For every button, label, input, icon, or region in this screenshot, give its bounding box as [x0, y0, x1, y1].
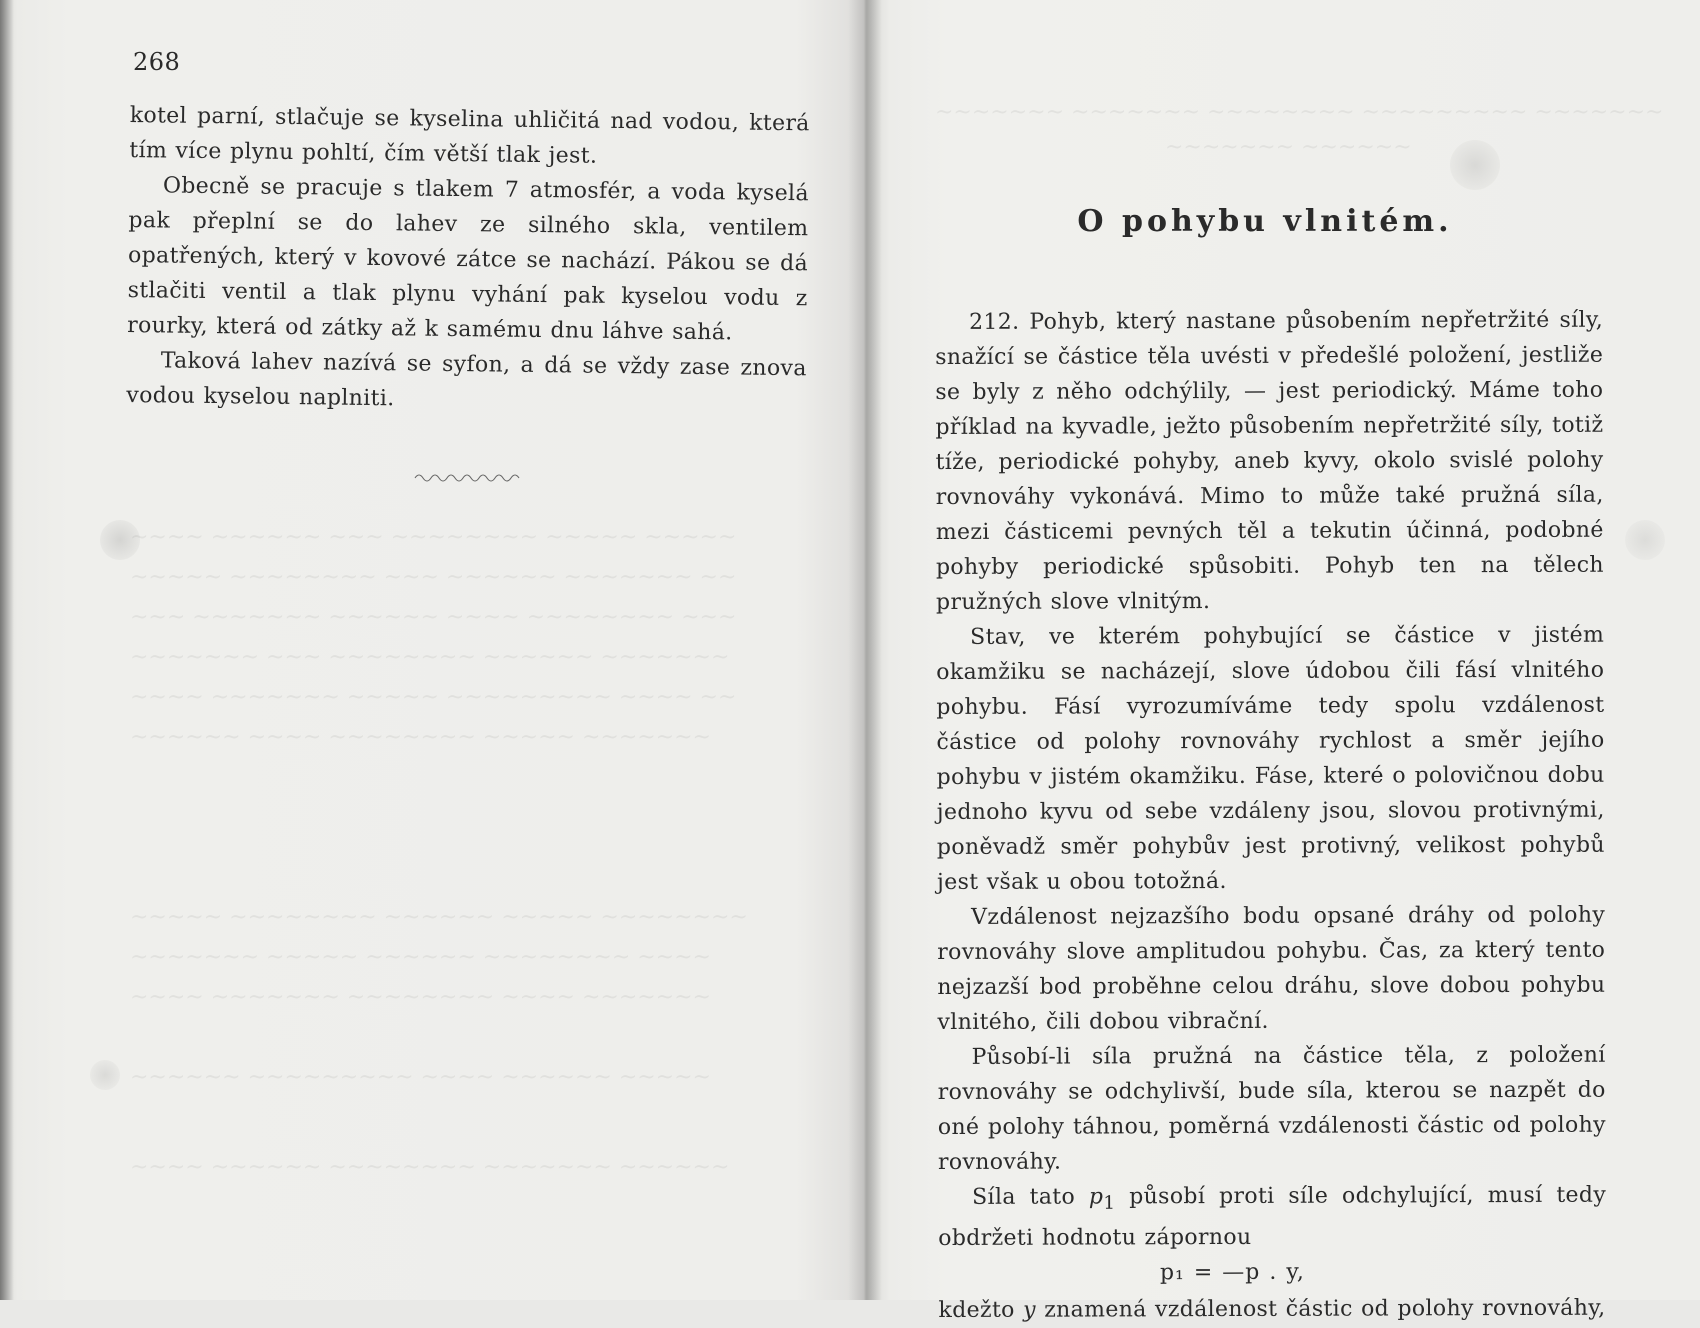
- paper-stain: [1625, 520, 1665, 560]
- bleed-through-text: ~~~~~~ ~~~~ ~~~~~~~~ ~~~~~ ~~~~~~~: [130, 725, 711, 750]
- paragraph: Stav, ve kterém pohybující se částice v jistém okamžiku se nacházejí, slove údobou čili fásí vlnitého pohybu. Fásí vyrozumíváme tedy spolu vzdálenost částice od polohy rovnováhy rychlost a směr jejího pohybu v jistém okamžiku. Fáse, které o polovičnou dobu jednoho kyvu od sebe vzdáleny jsou, slovou protivnými, poněvadž směr pohybův jest protivný, velikost pohybů jest však u obou totožná.: [936, 622, 1605, 895]
- bleed-through-text: ~~~~~~~ ~~~~~~~ ~~~~~~~~ ~~~~~~~~~ ~~~~~~~: [935, 100, 1664, 125]
- paper-stain: [1450, 140, 1500, 190]
- bleed-through-text: ~~~~ ~~~~~~~ ~~~~~ ~~~~~~~~~ ~~~~ ~~: [130, 685, 737, 710]
- page-edge-shadow: [0, 0, 14, 1300]
- paragraph: Taková lahev nazívá se syfon, a dá se vždy zase znova vodou kyselou naplniti.: [126, 348, 807, 412]
- text-run: působí proti síle odchylující, musí tedy obdržeti hodnotu zápornou: [938, 1182, 1607, 1252]
- paragraph: Působí-li síla pružná na částice těla, z položení rovnováhy se odchylivší, bude síla, kterou se nazpět do oné polohy táhnou, poměrná vzdálenosti částic od polohy rovnováhy.: [937, 1042, 1606, 1175]
- right-page-text: [935, 303, 1607, 1328]
- bleed-through-text: ~~~ ~~~~~~~ ~~~~~~ ~~~~ ~~~~~~~~ ~~~: [130, 605, 737, 630]
- paragraph: kotel parní, stlačuje se kyselina uhličitá nad vodou, která tím více plynu pohltí, čím větší tlak jest.: [129, 102, 810, 169]
- text-run: Síla tato: [972, 1184, 1089, 1210]
- paper-stain: [100, 520, 140, 560]
- left-page-text: [126, 98, 810, 421]
- bleed-through-text: ~~~~~~~ ~~~~~~: [1165, 135, 1412, 160]
- ornamental-divider: [413, 470, 523, 486]
- formula: p₁ = —p . y,: [1159, 1260, 1305, 1286]
- page-number: 268: [133, 48, 181, 76]
- math-variable: p: [1088, 1184, 1104, 1210]
- left-page: [0, 0, 865, 1300]
- bleed-through-text: ~~~~ ~~~~~~~ ~~~~~~~~ ~~~~ ~~~~~~~: [130, 985, 711, 1010]
- paper-stain: [90, 1060, 120, 1090]
- paragraph: Obecně se pracuje s tlakem 7 atmosfér, a voda kyselá pak přeplní se do lahev ze silného skla, ventilem opatřených, který v kovové zátce se nachází. Pákou se dá stlačiti ventil a tlak plynu vyhání pak kyselou vodu z rourky, která od zátky až k samému dnu láhve sahá.: [127, 173, 810, 346]
- chapter-title: O pohybu vlnitém.: [1077, 204, 1453, 239]
- bleed-through-text: ~~~~~ ~~~~~~~~ ~~~~~~ ~~~~~ ~~~~~~~~: [130, 905, 748, 930]
- bleed-through-text: ~~~~~~~ ~~~ ~~~~~~~~ ~~~~~~ ~~~~~~~: [130, 645, 730, 670]
- math-variable: y: [1023, 1298, 1036, 1324]
- bleed-through-text: ~~~~ ~~~~~~ ~~~~~~~~ ~~~~~~~ ~~~~~~: [130, 1155, 730, 1180]
- paragraph: [938, 1178, 1606, 1257]
- math-subscript: 1: [1103, 1192, 1116, 1214]
- bleed-through-text: ~~~~ ~~~~~~ ~~~ ~~~~~~~~ ~~~~~ ~~~~~: [130, 525, 737, 550]
- bleed-through-text: ~~~~~~ ~~~~~~~~~ ~~~~ ~~~~~~ ~~~~~: [130, 1065, 711, 1090]
- text-run: znamená vzdálenost částic od polohy rovnováhy,: [1035, 1296, 1606, 1324]
- paragraph: [938, 1291, 1606, 1328]
- paragraph: Vzdálenost nejzazšího bodu opsané dráhy od polohy rovnováhy slove amplitudou pohybu. Čas, za který tento nejzazší bod proběhne celou dráhu, slove dobou pohybu vlnitého, čili dobou vibrační.: [937, 902, 1606, 1035]
- bleed-through-text: ~~~~~ ~~~~~~~~ ~~~ ~~~~~~ ~~~~~~~ ~~: [130, 565, 737, 590]
- bleed-through-text: ~~~~~~~ ~~~~~ ~~~~~~ ~~~~~~~~ ~~~~: [130, 945, 711, 970]
- paragraph: 212. Pohyb, který nastane působením nepřetržité síly, snažící se částice těla uvésti v předešlé položení, jestliže se byly z něho odchýlily, — jest periodický. Máme toho příklad na kyvadle, ježto působením nepřetržité síly, totiž tíže, periodické pohyby, aneb kyvy, okolo svislé polohy rovnováhy vykonává. Mimo to může také pružná síla, mezi částicemi pevných těl a tekutin účinná, podobné pohyby periodické spůsobiti. Pohyb ten na tělech pružných slove vlnitým.: [935, 307, 1604, 615]
- book-spine-shadow: [848, 0, 882, 1300]
- text-run: kdežto: [938, 1298, 1024, 1324]
